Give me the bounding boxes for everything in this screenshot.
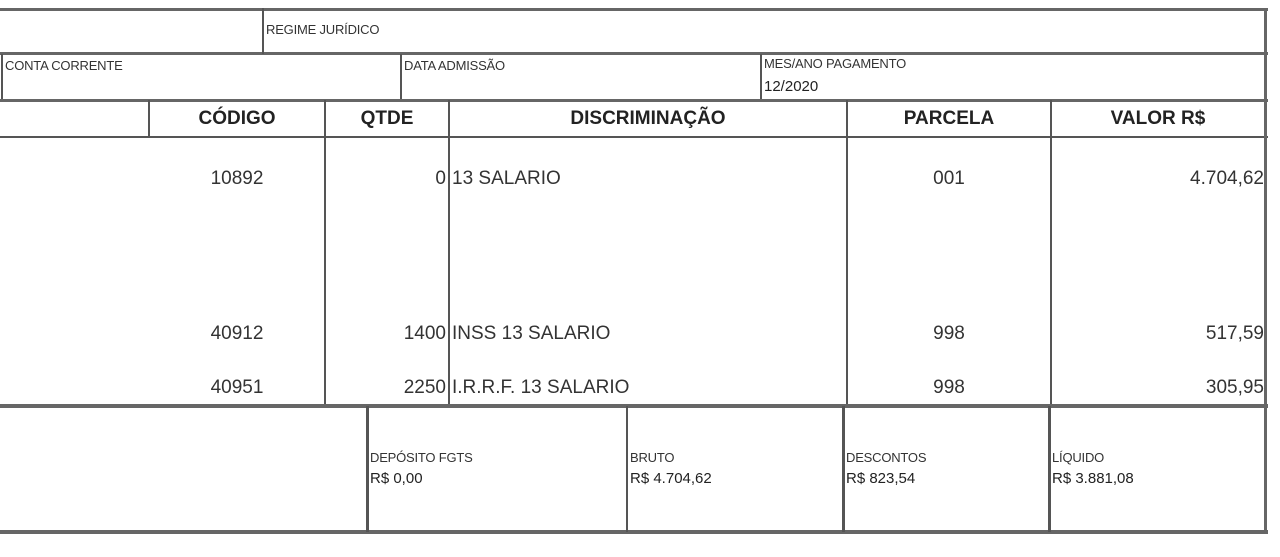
admissao-divider [400,54,402,100]
conta-corrente-label: CONTA CORRENTE [5,58,123,73]
mesano-divider [760,54,762,100]
row2-valor: 517,59 [1205,323,1264,344]
descontos-label: DESCONTOS [846,450,927,465]
row2-parcela: 998 [933,323,965,344]
row2-discriminacao: INSS 13 SALARIO [452,323,611,344]
totals-top-border [0,404,1268,408]
header-qtde: QTDE [360,108,414,129]
regime-bottom-border [0,52,1268,55]
row3-parcela: 998 [933,377,965,398]
row3-discriminacao: I.R.R.F. 13 SALARIO [452,377,630,398]
row3-valor: 305,95 [1205,377,1264,398]
totals-divider-liquido [1048,406,1051,532]
header-discriminacao: DISCRIMINAÇÃO [570,108,726,129]
regime-juridico-label: REGIME JURÍDICO [266,22,380,37]
row1-valor: 4.704,62 [1190,168,1264,189]
conta-left-border [1,54,3,100]
totals-divider-fgts [366,406,369,532]
deposito-fgts-value: R$ 0,00 [370,470,423,487]
col-divider-qtde [324,100,326,406]
liquido-value: R$ 3.881,08 [1052,470,1134,487]
mes-ano-pagamento-value: 12/2020 [764,78,819,95]
header-codigo: CÓDIGO [198,108,276,129]
header-parcela: PARCELA [903,108,995,129]
liquido-label: LÍQUIDO [1052,450,1105,465]
right-border-totals [1264,406,1267,532]
data-admissao-label: DATA ADMISSÃO [404,58,505,73]
row3-codigo: 40951 [210,377,264,398]
right-border-table [1264,100,1267,406]
totals-bottom-border [0,530,1268,534]
top-border [0,8,1268,11]
col-divider-parcela [846,100,848,406]
regime-left-divider [262,8,264,54]
descontos-value: R$ 823,54 [846,470,916,487]
row3-qtde: 2250 [403,377,446,398]
mes-ano-pagamento-label: MES/ANO PAGAMENTO [764,56,907,71]
col-divider-valor [1050,100,1052,406]
totals-divider-descontos [842,406,845,532]
header-valor: VALOR R$ [1110,108,1206,129]
right-border-mid [1264,54,1267,102]
row2-codigo: 40912 [210,323,264,344]
col-divider-discriminacao [448,100,450,406]
right-border-top [1264,8,1267,56]
row1-discriminacao: 13 SALARIO [452,168,561,189]
row2-qtde: 1400 [403,323,446,344]
bruto-value: R$ 4.704,62 [630,470,712,487]
row1-qtde: 0 [435,168,446,189]
totals-divider-bruto [626,406,628,532]
row1-codigo: 10892 [210,168,264,189]
bruto-label: BRUTO [630,450,675,465]
deposito-fgts-label: DEPÓSITO FGTS [370,450,473,465]
row1-parcela: 001 [933,168,965,189]
